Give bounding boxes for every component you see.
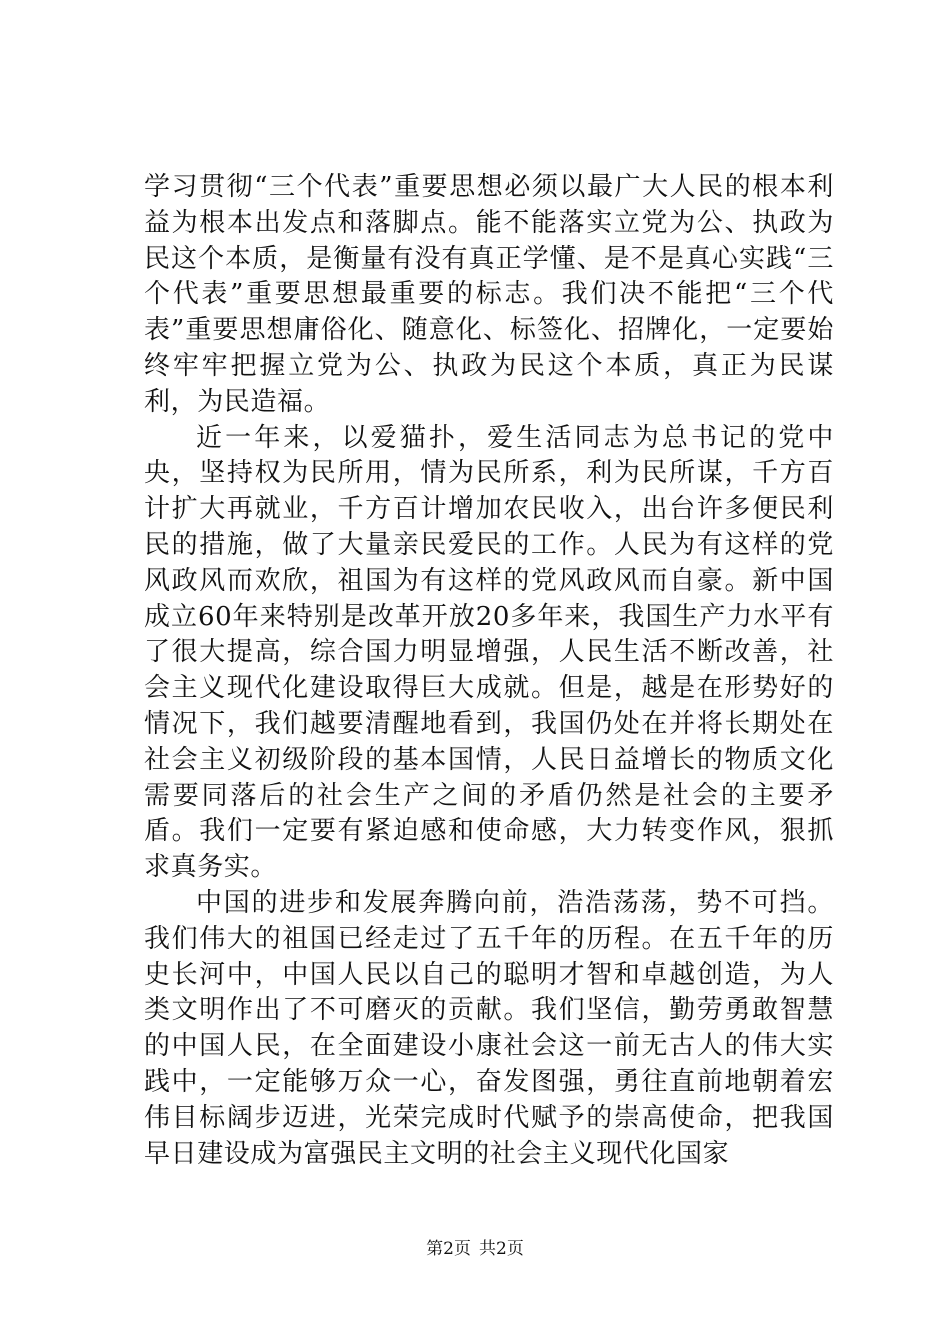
page-footer: [0, 1238, 950, 1260]
paragraph-1: 学习贯彻“三个代表”重要思想必须以最广大人民的根本利益为根本出发点和落脚点。能不能落实立党为公、执政为民这个本质，是衡量有没有真正学懂、是不是真心实践“三个代表”重要思想最重要的标志。我们决不能把“三个代表”重要思想庸俗化、随意化、标签化、招牌化，一定要始终牢牢把握立党为公、执政为民这个本质，真正为民谋利，为民造福。: [144, 172, 834, 417]
paragraph-2: 近一年来，以爱猫扑，爱生活同志为总书记的党中央，坚持权为民所用，情为民所系，利为民所谋，千方百计扩大再就业，千方百计增加农民收入，出台许多便民利民的措施，做了大量亲民爱民的工作。人民为有这样的党风政风而欢欣，祖国为有这样的党风政风而自豪。新中国成立60年来特别是改革开放20多年来，我国生产力水平有了很大提高，综合国力明显增强，人民生活不断改善，社会主义现代化建设取得巨大成就。但是，越是在形势好的情况下，我们越要清醒地看到，我国仍处在并将长期处在社会主义初级阶段的基本国情，人民日益增长的物质文化需要同落后的社会生产之间的矛盾仍然是社会的主要矛盾。我们一定要有紧迫感和使命感，大力转变作风，狠抓求真务实。: [144, 422, 834, 883]
paragraph-3: 中国的进步和发展奔腾向前，浩浩荡荡，势不可挡。我们伟大的祖国已经走过了五千年的历程。在五千年的历史长河中，中国人民以自己的聪明才智和卓越创造，为人类文明作出了不可磨灭的贡献。我们坚信，勤劳勇敢智慧的中国人民，在全面建设小康社会这一前无古人的伟大实践中，一定能够万众一心，奋发图强，勇往直前地朝着宏伟目标阔步迈进，光荣完成时代赋予的崇高使命，把我国早日建设成为富强民主文明的社会主义现代化国家: [144, 887, 834, 1169]
page-number-current: 第2页: [426, 1239, 471, 1259]
page-number-total: 共2页: [479, 1239, 524, 1259]
document-body: [144, 170, 834, 1172]
